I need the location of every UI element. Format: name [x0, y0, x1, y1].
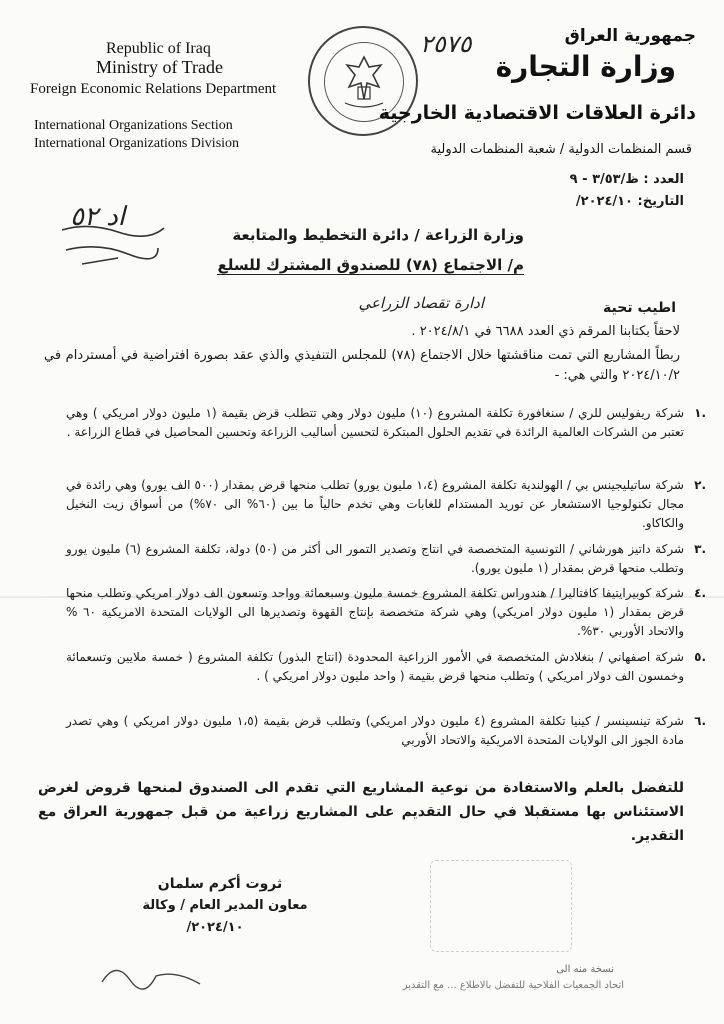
- subject-line: م/ الاجتماع (٧٨) للصندوق المشترك للسلع: [217, 256, 524, 274]
- greeting: اطيب تحية: [603, 300, 676, 316]
- signatory-title: معاون المدير العام / وكالة: [142, 898, 308, 913]
- en-division: International Organizations Division: [34, 136, 240, 151]
- en-country: Republic of Iraq: [106, 40, 211, 57]
- list-item: [66, 540, 706, 578]
- faint-stamp: [430, 860, 572, 952]
- signatory-name: ثروت أكرم سلمان: [157, 876, 283, 892]
- list-item: [66, 584, 706, 641]
- handwritten-addressee: ادارة تقصاد الزراعي: [358, 294, 484, 312]
- list-item: [66, 476, 706, 533]
- handwritten-note-top: ٢٥٧٥: [420, 30, 472, 58]
- ar-country: جمهورية العراق: [564, 26, 696, 46]
- copy-to-line: اتحاد الجمعيات الفلاحية للتفضل بالاطلاع ... مع التقدير: [402, 980, 624, 991]
- handwritten-initials: [96, 950, 206, 1000]
- handwritten-scribble-lines: [58, 198, 168, 270]
- list-item: [66, 648, 706, 686]
- reference-date: [576, 194, 684, 209]
- list-item-text: شركة اصفهاني / بنغلادش المتخصصة في الأمور الزراعية المحدودة (انتاج البذور) تكلفة المشروع ( خمسة ملايين وتسعمائة وخمسون الف دولار امريكي ) وتطلب منحها قرض بقيمة ( واحد مليون دولار امريكي ) .: [66, 650, 684, 683]
- list-item-number: .٣: [694, 542, 706, 556]
- list-item: [66, 712, 706, 750]
- list-item-number: .٢: [694, 478, 706, 492]
- list-item-number: .٥: [694, 650, 706, 664]
- intro-line-1: لاحقاً بكتابنا المرقم ذي العدد ٦٦٨٨ في ٢٠٢٤/٨/١ .: [411, 324, 680, 339]
- list-item-text: شركة داتيز هورشاني / التونسية المتخصصة في انتاج وتصدير التمور الى أكثر من (٥٠) دولة، تكلفة المشروع (٦) مليون يورو وتطلب منحها قرض بمقدار (١ مليون يورو).: [66, 542, 685, 575]
- ar-ministry: وزارة التجارة: [495, 50, 676, 83]
- reference-date-value: ٢٠٢٤/١٠/: [575, 194, 633, 209]
- ar-department: دائرة العلاقات الاقتصادية الخارجية: [378, 102, 696, 124]
- handwritten-note-left: اد ٥٢: [70, 202, 126, 232]
- en-section: International Organizations Section: [34, 118, 233, 133]
- signature-date: ٢٠٢٤/١٠/: [186, 920, 244, 935]
- copy-to-label: نسخة منه الى: [556, 964, 614, 975]
- closing-paragraph: للتفضل بالعلم والاستفادة من نوعية المشاريع التي تقدم الى الصندوق لمنحها قروض لغرض الاستئناس بها مستقبلا في حال التقديم على المشاريع زراعية من قبل جمهورية العراق مع التقدير.: [38, 780, 684, 844]
- reference-number: [570, 172, 684, 187]
- list-item-text: شركة كوبيرايتيفا كافتاليرا / هندوراس تكلفة المشروع خمسة مليون وسبعمائة وواحد وتسعون الف دولار امريكي وتطلب منحها قرض بمقدار (١ مليون دولار امريكي) وهي شركة متخصصة بإنتاج القهوة وتصديرها الى الولايات المتحدة الامريكية ٦٠ % والاتحاد الأوربي ٣٠%.: [66, 586, 685, 638]
- en-department: Foreign Economic Relations Department: [30, 81, 277, 97]
- addressee-line: وزارة الزراعة / دائرة التخطيط والمتابعة: [232, 226, 524, 244]
- reference-number-value: ظ/٣/٥٣ - ٩: [569, 172, 639, 187]
- reference-number-label: العدد :: [643, 172, 684, 187]
- list-item-number: .١: [694, 406, 706, 420]
- list-item-text: شركة ساتيليجينس بي / الهولندية تكلفة المشروع (١،٤ مليون يورو) تطلب منحها قرض بمقدار (٥٠٠ الف يورو) وهي رائدة في مجال تكنولوجيا الاستشعار عن توريد المستدام للغابات وهي تخدم حالياً ما بين (٦٠% الى ٧٠%) من أسواق زيت النخيل والكاكاو.: [66, 478, 684, 530]
- list-item-number: .٤: [694, 586, 706, 600]
- list-item: [66, 404, 706, 442]
- ar-section: قسم المنظمات الدولية / شعبة المنظمات الدولية: [430, 142, 692, 157]
- list-item-text: شركة ريفوليس للري / سنغافورة تكلفة المشروع (١٠) مليون دولار وهي تتطلب قرض بقيمة (١ مليون دولار امريكي ) وهي تعتبر من الشركات العالمية الرائدة في تقديم الحلول المبتكرة لتحسين أساليب الزراعة وتحسين المحاصيل في قطاع الزراعة .: [66, 406, 684, 439]
- list-item-number: .٦: [694, 714, 706, 728]
- en-ministry: Ministry of Trade: [96, 57, 224, 77]
- reference-date-label: التاريخ:: [637, 194, 684, 209]
- intro-line-2: ربطاً المشاريع التي تمت مناقشتها خلال الاجتماع (٧٨) للمجلس التنفيذي والذي عقد بصورة افتراضية في أمستردام في ٢٠٢٤/١٠/٢ والتي هي: -: [44, 348, 680, 383]
- list-item-text: شركة تينسينسر / كينيا تكلفة المشروع (٤ مليون دولار امريكي) وتطلب قرض بقيمة (١،٥ مليون دولار امريكي ) وهي تصدر مادة الجوز الى الولايات المتحدة الامريكية والاتحاد الأوربي: [66, 714, 684, 747]
